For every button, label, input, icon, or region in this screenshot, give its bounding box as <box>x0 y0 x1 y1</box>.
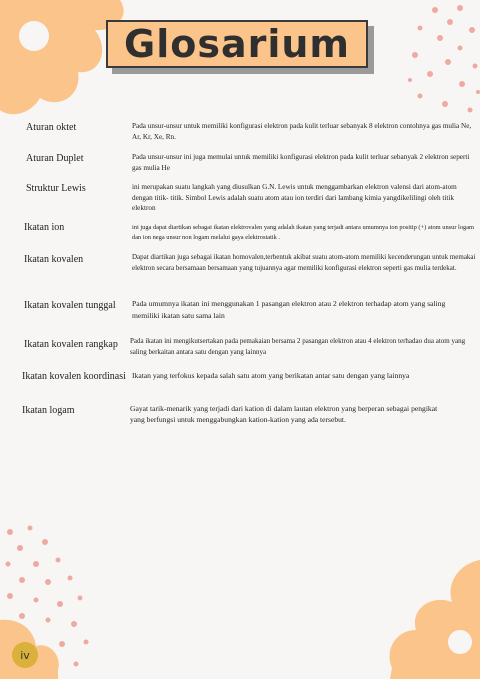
glossary-term: Ikatan kovalen <box>24 254 84 265</box>
glossary-term: Ikatan logam <box>22 405 75 416</box>
glossary-definition: Pada ikatan ini mengikutsertakan pada pemakaian bersama 2 pasangan elektron atau 4 elektron terhadao dua atom yang saling berkaitan antara satu dengan yang lainnya <box>130 337 466 356</box>
glossary-term: Ikatan ion <box>24 222 65 233</box>
glossary-definition: Pada unsur-unsur ini juga memulai untuk memiliki konfigurasi elektron pada kulit terluar sebanyak 2 elektron seperti gas mulia He <box>132 153 470 172</box>
glossary-term: Ikatan kovalen tunggal <box>24 300 116 311</box>
glossary-term: Ikatan kovalen rangkap <box>24 339 118 350</box>
glossary-term: Aturan oktet <box>26 122 77 133</box>
glossary-definition: Ikatan yang terfokus kepada salah satu atom yang berikatan antar satu dengan yang lainnya <box>132 371 410 380</box>
glossary-definition: ini merupakan suatu langkah yang diusulkan G.N. Lewis untuk menggambarkan elektron valensi dari atom-atom dengan titik- titik. Simbol Lewis adalah suatu atom atau ion terdiri dari lambang kimia yangdikelilingi oleh titik elektron <box>132 183 457 212</box>
glossary-definition: Gayat tarik-menarik yang terjadi dari kation di dalam lautan elektron yang berperan sebagai pengikat yang berfungsi untuk menggabungkan kation-kation yang ada tersebut. <box>130 404 438 424</box>
page-number-badge: iv <box>12 642 38 668</box>
glossary-definition: Pada unsur-unsur untuk memiliki konfigurasi elektron pada kulit terluar sebanyak 8 elektron contohnya gas mulia Ne, Ar, Kr, Xe, Rn. <box>132 122 472 141</box>
glossary-definition: Dapat diartikan juga sebagai ikatan homovalen,terbentuk akibat suatu atom-atom memiliki kecenderungan untuk memakai elektron secara bersamaan bersamaan yang tujuannya agar memiliki konfigurasi elektron seperti gas mulia terdekat. <box>132 253 476 272</box>
page-title: Glosarium <box>124 22 350 66</box>
glossary-term: Struktur Lewis <box>26 183 86 194</box>
glossary-term: Aturan Duplet <box>26 153 84 164</box>
glossary-definition: Pada umumnya ikatan ini menggunakan 1 pasangan elektron atau 2 elektron terhadap atom yang saling memiliki ikatan satu sama lain <box>132 299 446 320</box>
glossary-definition: ini juga dapat diartikan sebagai ikatan elektrovalen yang adalah ikatan yang terjadi antara umumnya ion positip (+) atom unsur logam dan ion nega unsur non logam melalui gaya elektrostatik . <box>132 224 475 241</box>
glossary-term: Ikatan kovalen koordinasi <box>22 371 126 382</box>
